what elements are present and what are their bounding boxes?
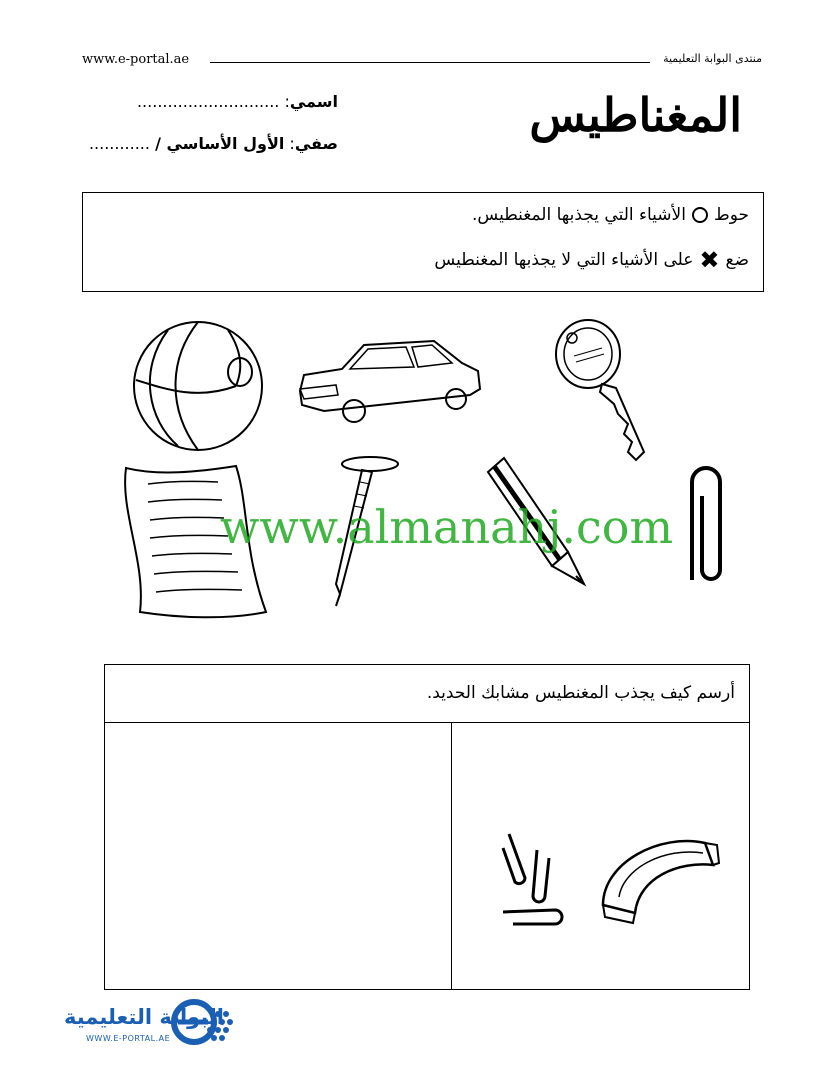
instructions-box	[82, 192, 764, 292]
beach-ball-icon	[128, 320, 268, 452]
circle-symbol-icon	[692, 207, 708, 223]
paperclip-icon	[676, 460, 736, 600]
instruction-cross	[434, 248, 749, 272]
header-forum: منتدى البوابة التعليمية	[663, 52, 762, 65]
name-label: اسمي	[289, 92, 338, 111]
drawing-task-prompt: أرسم كيف يجذب المغنطيس مشابك الحديد.	[426, 683, 735, 703]
cross-verb: ضع	[725, 250, 749, 270]
instruction-circle	[472, 205, 749, 225]
class-field: صفي: الأول الأساسي / ............	[88, 134, 338, 153]
drawing-task-header	[105, 665, 749, 723]
name-field: اسمي: ............................	[136, 92, 338, 111]
car-icon	[294, 333, 484, 425]
circle-verb: حوط	[713, 205, 749, 225]
header-website: www.e-portal.ae	[82, 52, 190, 67]
worksheet-title: المغناطيس	[529, 88, 742, 142]
cross-symbol-icon: ✖	[699, 246, 720, 274]
logo-name: البوابة التعليمية	[64, 1005, 224, 1029]
drawing-task-divider	[451, 723, 452, 989]
class-label: صفي	[294, 134, 338, 153]
name-blank: ............................	[136, 92, 280, 111]
horseshoe-magnet-icon	[599, 833, 721, 925]
watermark-text: www.almanahj.com	[220, 500, 674, 554]
cross-text: على الأشياء التي لا يجذبها المغنطيس	[434, 250, 694, 270]
class-blank: ............	[88, 134, 150, 153]
circle-text: الأشياء التي يجذبها المغنطيس.	[472, 205, 686, 225]
key-icon	[552, 318, 652, 464]
header-divider	[210, 62, 650, 63]
logo-url: WWW.E-PORTAL.AE	[86, 1034, 171, 1043]
paperclips-icon	[495, 830, 575, 930]
class-value: الأول الأساسي /	[155, 134, 285, 153]
drawing-task-box	[104, 664, 750, 990]
